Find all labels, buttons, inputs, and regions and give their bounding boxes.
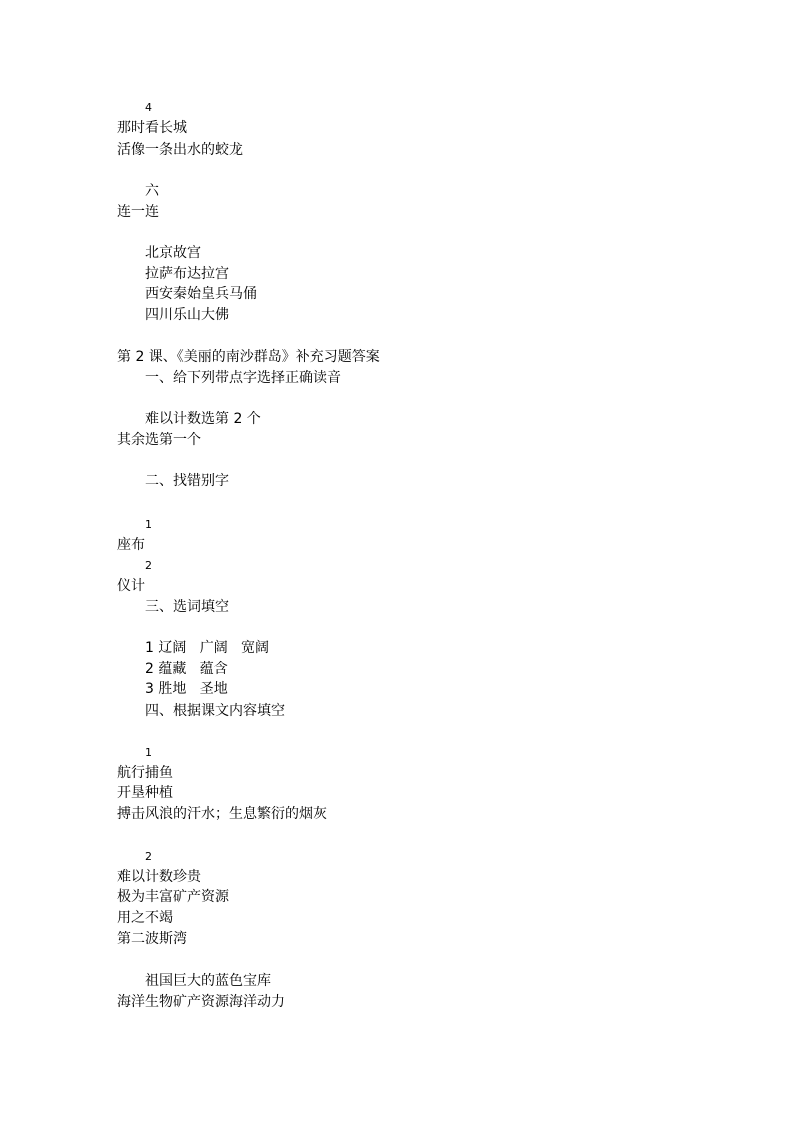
section-heading: 二、找错别字 (145, 473, 229, 489)
answer-line: 用之不竭 (117, 910, 173, 926)
lesson-title: 第 2 课、《美丽的南沙群岛》补充习题答案 (117, 349, 380, 365)
answer-line: 2 蕴藏 蕴含 (145, 661, 228, 677)
answer-line: 难以计数选第 2 个 (145, 411, 261, 427)
list-item: 拉萨布达拉宫 (145, 266, 229, 282)
item-number-4: 4 (145, 101, 152, 114)
answer-line: 3 胜地 圣地 (145, 681, 228, 697)
item-number: 2 (145, 850, 152, 863)
item-number: 1 (145, 746, 152, 759)
item-number: 2 (145, 559, 152, 572)
answer-line: 难以计数珍贵 (117, 869, 201, 885)
answer-line: 那时看长城 (117, 120, 187, 136)
answer-line: 祖国巨大的蓝色宝库 (145, 973, 271, 989)
list-item: 四川乐山大佛 (145, 307, 229, 323)
section-title: 连一连 (117, 204, 159, 220)
answer-line: 其余选第一个 (117, 432, 201, 448)
list-item: 北京故宫 (145, 245, 201, 261)
answer-line: 1 辽阔 广阔 宽阔 (145, 640, 270, 656)
item-number: 1 (145, 518, 152, 531)
answer-line: 开垦种植 (117, 785, 173, 801)
list-item: 西安秦始皇兵马俑 (145, 286, 257, 302)
section-heading: 三、选词填空 (145, 599, 229, 615)
section-heading: 四、根据课文内容填空 (145, 703, 285, 719)
answer-line: 座布 (117, 537, 145, 553)
answer-line: 活像一条出水的蛟龙 (117, 142, 243, 158)
answer-line: 航行捕鱼 (117, 765, 173, 781)
answer-line: 第二波斯湾 (117, 931, 187, 947)
section-heading: 一、给下列带点字选择正确读音 (145, 370, 341, 386)
answer-line: 海洋生物矿产资源海洋动力 (117, 994, 285, 1010)
answer-line: 搏击风浪的汗水；生息繁衍的烟灰 (117, 806, 327, 822)
answer-line: 极为丰富矿产资源 (117, 889, 229, 905)
section-heading-six: 六 (145, 183, 159, 199)
answer-line: 仪计 (117, 578, 145, 594)
